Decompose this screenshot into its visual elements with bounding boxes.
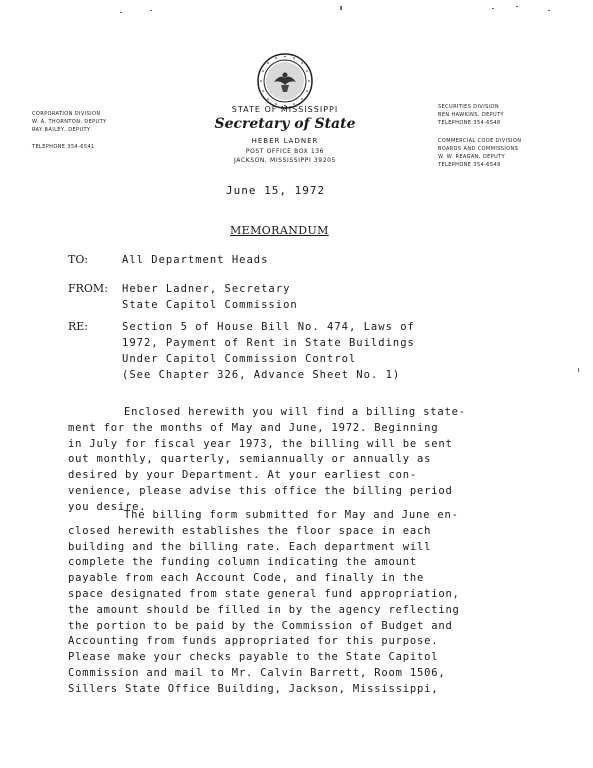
paragraph-line: closed herewith establishes the floor space in each (68, 524, 432, 537)
commercial-code-division: COMMERCIAL CODE DIVISION (438, 138, 522, 144)
from-label: FROM: (68, 282, 108, 295)
paragraph-line: Accounting from funds appropriated for this purpose. (68, 635, 439, 648)
office-name: Secretary of State (214, 116, 356, 132)
telephone-right-2: TELEPHONE 354-6549 (438, 162, 501, 168)
paragraph-line: Enclosed herewith you will find a billing state- (124, 406, 466, 418)
telephone-right-1: TELEPHONE 354-6548 (438, 120, 501, 126)
deputy-hawkins: BEN HAWKINS, DEPUTY (438, 112, 505, 118)
state-seal-icon (256, 52, 314, 110)
paragraph-line: payable from each Account Code, and finally in the (68, 572, 425, 585)
paragraph-line: in July for fiscal year 1973, the billing will be sent (68, 437, 453, 450)
re-label: RE: (68, 320, 89, 333)
paragraph-line: you desire. (68, 500, 147, 513)
body-paragraph-2 (68, 508, 528, 698)
deputy-thornton: W. A. THORNTON, DEPUTY (32, 119, 107, 125)
paragraph-line: the portion to be paid by the Commission of Budget and (68, 619, 453, 632)
paragraph-line: ment for the months of May and June, 1972. Beginning (68, 421, 439, 434)
re-line: Section 5 of House Bill No. 474, Laws of (122, 321, 415, 333)
deputy-bailey: RAY BAILEY, DEPUTY (32, 127, 91, 133)
to-value (122, 252, 522, 268)
paragraph-line: venience, please advise this office the billing period (68, 484, 453, 497)
state-name: STATE OF MISSISSIPPI (231, 105, 339, 114)
letterhead-center (190, 104, 380, 165)
paragraph-line: The billing form submitted for May and June en- (124, 509, 459, 521)
body-paragraph-1 (68, 405, 528, 516)
secretary-name: HEBER LADNER (251, 137, 319, 145)
re-line: (See Chapter 326, Advance Sheet No. 1) (122, 369, 401, 381)
deputy-reagan: W. W. REAGAN, DEPUTY (438, 154, 506, 160)
paragraph-line: the amount should be filled in by the agency reflecting (68, 603, 460, 616)
paragraph-line: Sillers State Office Building, Jackson, Mississippi, (68, 682, 439, 695)
paragraph-line: Commission and mail to Mr. Calvin Barrett, Room 1506, (68, 666, 446, 679)
from-value (122, 281, 522, 313)
paragraph-line: space designated from state general fund appropriation, (68, 587, 460, 600)
paragraph-line: building and the billing rate. Each department will (68, 540, 432, 553)
from-line: Heber Ladner, Secretary (122, 283, 291, 295)
letterhead-right (438, 103, 578, 169)
corporation-division: CORPORATION DIVISION (32, 111, 101, 117)
paragraph-line: desired by your Department. At your earliest con- (68, 469, 417, 482)
memo-title: MEMORANDUM (230, 224, 329, 237)
re-value (122, 319, 522, 383)
securities-division: SECURITIES DIVISION (438, 104, 500, 110)
to-label: TO: (68, 253, 89, 266)
telephone-left: TELEPHONE 354-6541 (32, 144, 95, 150)
memo-date: June 15, 1972 (226, 184, 326, 197)
paragraph-line: Please make your checks payable to the State Capitol (68, 651, 439, 664)
city-address: JACKSON, MISSISSIPPI 39205 (234, 157, 336, 164)
re-line: 1972, Payment of Rent in State Buildings (122, 337, 415, 349)
paragraph-line: out monthly, quarterly, semiannually or annually as (68, 453, 432, 466)
re-line: Under Capitol Commission Control (122, 353, 357, 365)
paragraph-line: complete the funding column indicating the amount (68, 556, 417, 569)
from-line: State Capitol Commission (122, 299, 298, 311)
boards-commissions: BOARDS AND COMMISSIONS (438, 146, 519, 152)
po-box: POST OFFICE BOX 136 (245, 148, 325, 155)
letterhead-left (32, 110, 152, 151)
to-recipient: All Department Heads (122, 254, 269, 266)
